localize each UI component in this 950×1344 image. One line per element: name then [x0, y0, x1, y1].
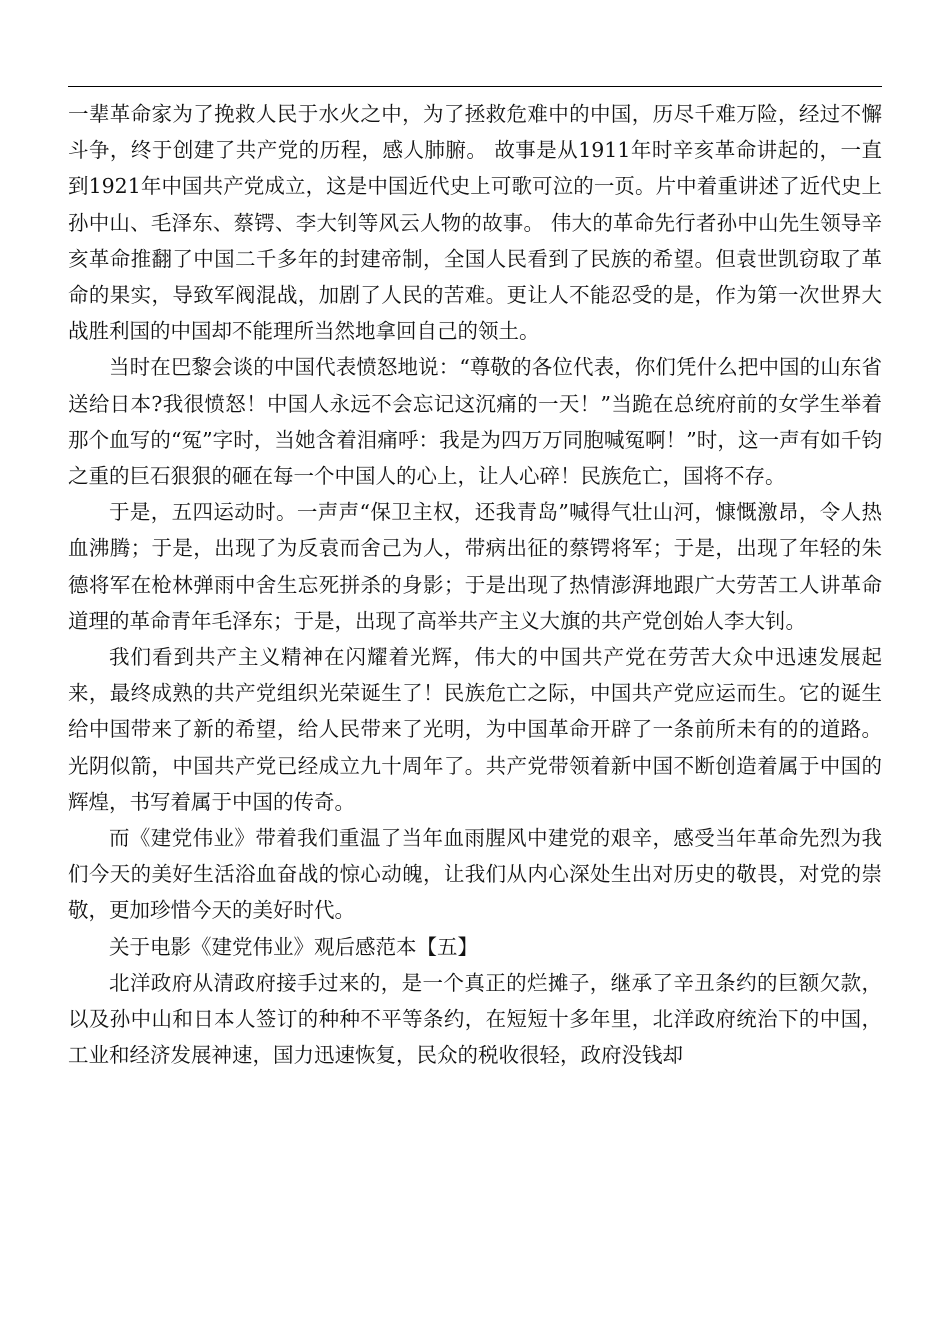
- paragraph-4: 我们看到共产主义精神在闪耀着光辉，伟大的中国共产党在劳苦大众中迅速发展起来，最终成熟的共产党组织光荣诞生了！民族危亡之际，中国共产党应运而生。它的诞生给中国带来了新的希望，给人民带来了光明，为中国革命开辟了一条前所未有的的道路。 光阴似箭，中国共产党已经成立九十周年了。共产党带领着新中国不断创造着属于中国的辉煌，书写着属于中国的传奇。: [68, 645, 882, 814]
- document-body: [68, 96, 882, 1073]
- paragraph-3: 于是，五四运动时。一声声“保卫主权，还我青岛”喊得气壮山河，慷慨激昂，令人热血沸腾；于是，出现了为反袁而舍己为人，带病出征的蔡锷将军；于是，出现了年轻的朱德将军在枪林弹雨中舍生忘死拼杀的身影；于是出现了热情澎湃地跟广大劳苦工人讲革命道理的革命青年毛泽东；于是，出现了高举共产主义大旗的共产党创始人李大钊。: [68, 500, 882, 633]
- paragraph-5: 而《建党伟业》带着我们重温了当年血雨腥风中建党的艰辛，感受当年革命先烈为我们今天的美好生活浴血奋战的惊心动魄，让我们从内心深处生出对历史的敬畏，对党的崇敬，更加珍惜今天的美好时代。: [68, 826, 882, 923]
- section-heading: 关于电影《建党伟业》观后感范本【五】: [109, 934, 478, 959]
- header-rule: [68, 86, 882, 87]
- paragraph-6: 北洋政府从清政府接手过来的，是一个真正的烂摊子，继承了辛丑条约的巨额欠款，以及孙中山和日本人签订的种种不平等条约，在短短十多年里，北洋政府统治下的中国，工业和经济发展神速，国力迅速恢复，民众的税收很轻，政府没钱却: [68, 970, 882, 1068]
- paragraph-2: 当时在巴黎会谈的中国代表愤怒地说：“尊敬的各位代表，你们凭什么把中国的山东省送给日本?我很愤怒！中国人永远不会忘记这沉痛的一天！”当跪在总统府前的女学生举着那个血写的“冤”字时，当她含着泪痛呼：我是为四万万同胞喊冤啊！”时，这一声有如千钧之重的巨石狠狠的砸在每一个中国人的心上，让人心碎！民族危亡，国将不存。: [68, 355, 882, 489]
- paragraph-1: 一辈革命家为了挽救人民于水火之中，为了拯救危难中的中国，历尽千难万险，经过不懈斗争，终于创建了共产党的历程，感人肺腑。 故事是从1911年时辛亥革命讲起的，一直到1921年中国共产党成立，这是中国近代史上可歌可泣的一页。片中着重讲述了近代史上孙中山、毛泽东、蔡锷、李大钊等风云人物的故事。 伟大的革命先行者孙中山先生领导辛亥革命推翻了中国二千多年的封建帝制，全国人民看到了民族的希望。但袁世凯窃取了革命的果实，导致军阀混战，加剧了人民的苦难。更让人不能忍受的是，作为第一次世界大战胜利国的中国却不能理所当然地拿回自己的领土。: [68, 102, 882, 344]
